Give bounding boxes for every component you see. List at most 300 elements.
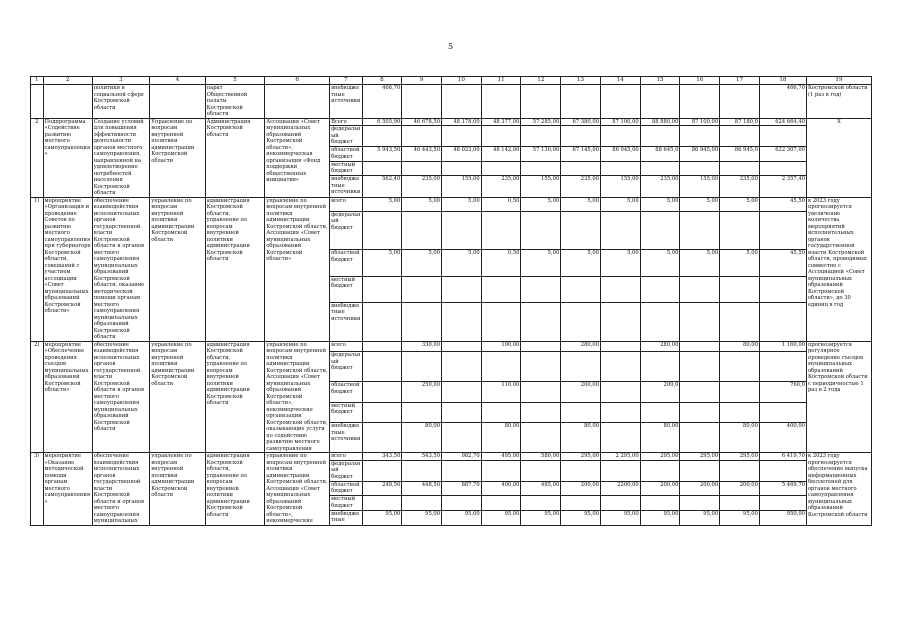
value-cell: 5,00 bbox=[362, 197, 402, 211]
value-cell bbox=[561, 211, 601, 250]
value-cell: 248,50 bbox=[362, 481, 402, 496]
empty-cell bbox=[600, 85, 640, 119]
value-cell bbox=[720, 402, 760, 422]
value-cell bbox=[600, 402, 640, 422]
total-cell: 950,00 bbox=[759, 510, 806, 525]
value-cell bbox=[402, 402, 442, 422]
value-cell: 0,50 bbox=[481, 197, 521, 211]
funding-source: местный бюджет bbox=[330, 161, 362, 175]
header-cell: 18 bbox=[759, 77, 806, 85]
table-row bbox=[31, 341, 872, 352]
value-cell bbox=[442, 382, 482, 402]
header-cell: 19 bbox=[806, 77, 871, 85]
value-cell: 235,00 bbox=[481, 176, 521, 197]
value-cell: 95,00 bbox=[600, 510, 640, 525]
value-cell bbox=[402, 496, 442, 511]
header-cell: 5 bbox=[205, 77, 265, 85]
value-cell bbox=[680, 423, 720, 453]
value-cell: 87 100,00 bbox=[680, 118, 720, 126]
value-cell: 485,00 bbox=[521, 481, 561, 496]
funding-source: областной бюджет bbox=[330, 250, 362, 276]
responsible-executor: администрация Костромской области, управление по вопросам внутренней политики администрации Костромской области bbox=[205, 453, 265, 526]
value-cell: 2 295,00 bbox=[600, 453, 640, 461]
value-cell bbox=[720, 211, 760, 250]
row-number: 3) bbox=[31, 453, 44, 526]
value-cell: 95,00 bbox=[481, 510, 521, 525]
value-cell: 295,00 bbox=[640, 453, 680, 461]
value-cell: 235,00 bbox=[561, 176, 601, 197]
value-cell: 95,00 bbox=[402, 510, 442, 525]
expected-result: обеспечение взаимодействия исполнительных органов государственной власти Костромской области и органов местного самоуправления муниципальных образований Костромской области, оказание методической помощи органам местного самоуправления муниципальных образований Костромской области bbox=[92, 197, 150, 341]
value-cell: 190,00 bbox=[481, 341, 521, 352]
value-cell: 295,00 bbox=[680, 453, 720, 461]
value-cell bbox=[402, 460, 442, 481]
value-cell: 95,00 bbox=[362, 510, 402, 525]
total-cell: 622 307,00 bbox=[759, 147, 806, 161]
value-cell bbox=[720, 276, 760, 302]
program-table bbox=[30, 76, 872, 526]
executor-cell: парат Общественной палаты Костромской области bbox=[205, 85, 265, 119]
value-cell: 95,00 bbox=[561, 510, 601, 525]
value-cell bbox=[640, 460, 680, 481]
value-cell: 46 443,50 bbox=[402, 147, 442, 161]
value-cell bbox=[600, 341, 640, 352]
total-cell: 45,50 bbox=[759, 197, 806, 211]
value-cell bbox=[442, 423, 482, 453]
value-cell: 200,00 bbox=[680, 481, 720, 496]
indicator-cell: Костромской области (1 раз в год) bbox=[806, 85, 871, 119]
value-cell: 5,00 bbox=[640, 197, 680, 211]
value-cell bbox=[521, 161, 561, 175]
funding-source: внебюджетные bbox=[330, 510, 362, 525]
participants: управление по вопросам внутренней политики администрации Костромской области, Ассоциация «Совет муниципальных образований Костромской области», некоммерческие организации Костромской области, оказывающие услуги по содействию развитию местного самоуправления bbox=[265, 341, 330, 453]
funding-source: федеральный бюджет bbox=[330, 211, 362, 250]
source-cell: внебюджетные источники bbox=[330, 85, 362, 119]
value-cell: 95,00 bbox=[521, 510, 561, 525]
value-cell bbox=[640, 402, 680, 422]
value-cell: 155,00 bbox=[600, 176, 640, 197]
value-cell bbox=[521, 126, 561, 147]
value-cell: 48 023,00 bbox=[442, 147, 482, 161]
value-cell bbox=[561, 126, 601, 147]
target-indicator: прогнозируется регулярное проведение съездов муниципальных образований Костромской области с периодичностью 1 раз в 2 года bbox=[806, 341, 871, 453]
measure-name: мероприятие «Оказание методической помощи органам местного самоуправления» bbox=[43, 453, 92, 526]
value-cell bbox=[521, 211, 561, 250]
empty-cell bbox=[402, 85, 442, 119]
header-cell: 4 bbox=[150, 77, 205, 85]
value-cell: 280,00 bbox=[561, 341, 601, 352]
value-cell bbox=[521, 423, 561, 453]
empty-cell bbox=[150, 85, 205, 119]
value-cell bbox=[600, 276, 640, 302]
value-cell: 48 142,00 bbox=[481, 147, 521, 161]
value-cell: 5 943,50 bbox=[362, 147, 402, 161]
header-cell: 14 bbox=[600, 77, 640, 85]
value-cell: 5,00 bbox=[600, 250, 640, 276]
value-cell bbox=[481, 352, 521, 382]
value-cell bbox=[481, 460, 521, 481]
value-cell: 5,00 bbox=[561, 250, 601, 276]
value-cell bbox=[521, 352, 561, 382]
value-cell bbox=[680, 460, 720, 481]
table-row bbox=[31, 118, 872, 126]
value-cell: 982,70 bbox=[442, 453, 482, 461]
funding-source: местный бюджет bbox=[330, 496, 362, 511]
value-cell bbox=[442, 496, 482, 511]
value-cell bbox=[362, 161, 402, 175]
table-row bbox=[31, 197, 872, 211]
value-cell bbox=[442, 161, 482, 175]
value-cell bbox=[402, 302, 442, 341]
value-cell bbox=[600, 423, 640, 453]
value-cell bbox=[720, 352, 760, 382]
value-cell bbox=[680, 402, 720, 422]
continuation-row bbox=[31, 85, 872, 119]
value-cell bbox=[442, 302, 482, 341]
value-cell bbox=[442, 126, 482, 147]
responsible-executor: Администрация Костромской области bbox=[205, 118, 265, 197]
value-cell: 448,50 bbox=[402, 481, 442, 496]
total-cell bbox=[759, 161, 806, 175]
value-cell: 80,00 bbox=[481, 423, 521, 453]
total-cell bbox=[759, 302, 806, 341]
value-cell bbox=[561, 161, 601, 175]
value-cell: 235,00 bbox=[402, 176, 442, 197]
total-cell bbox=[759, 460, 806, 481]
total-cell: 2 357,40 bbox=[759, 176, 806, 197]
value-cell: 57 285,00 bbox=[521, 118, 561, 126]
value-cell: 48 377,00 bbox=[481, 118, 521, 126]
value-cell bbox=[600, 460, 640, 481]
value-cell: 400,00 bbox=[481, 481, 521, 496]
funding-source: внебюджетные источники bbox=[330, 302, 362, 341]
value-cell bbox=[720, 126, 760, 147]
value-cell bbox=[442, 211, 482, 250]
value-cell: 200,0 bbox=[640, 382, 680, 402]
expected-result: обеспечение взаимодействия исполнительных органов государственной власти Костромской области и органов местного самоуправления муниципальных bbox=[92, 453, 150, 526]
header-cell: 6 bbox=[265, 77, 330, 85]
value-cell bbox=[561, 402, 601, 422]
value-cell bbox=[402, 161, 442, 175]
value-cell bbox=[481, 402, 521, 422]
value-cell bbox=[600, 211, 640, 250]
value-cell: 5,00 bbox=[720, 250, 760, 276]
value-cell bbox=[362, 302, 402, 341]
header-cell: 11 bbox=[481, 77, 521, 85]
value-cell: 67 380,00 bbox=[561, 118, 601, 126]
coordinator: управление по вопросам внутренней политики администрации Костромской области bbox=[150, 341, 205, 453]
value-cell bbox=[680, 496, 720, 511]
funding-source: федеральный бюджет bbox=[331, 126, 361, 146]
value-cell bbox=[442, 341, 482, 352]
value-cell: 95,00 bbox=[442, 510, 482, 525]
funding-source: местный бюджет bbox=[330, 402, 362, 422]
value-cell: 155,00 bbox=[521, 176, 561, 197]
header-cell: 15 bbox=[640, 77, 680, 85]
value-cell: 887,70 bbox=[442, 481, 482, 496]
value-cell bbox=[362, 496, 402, 511]
total-cell bbox=[759, 211, 806, 250]
total-cell: 1 160,00 bbox=[759, 341, 806, 352]
funding-source: всего bbox=[330, 197, 362, 211]
coordinator: Управление по вопросам внутренней политики администрации Костромской области bbox=[150, 118, 205, 197]
value-cell bbox=[521, 402, 561, 422]
value-cell bbox=[680, 276, 720, 302]
value-cell: 235,00 bbox=[720, 176, 760, 197]
value-cell bbox=[640, 211, 680, 250]
value-cell bbox=[600, 496, 640, 511]
value-cell: 67 145,00 bbox=[561, 147, 601, 161]
value-cell bbox=[521, 276, 561, 302]
value-cell: 5,00 bbox=[402, 250, 442, 276]
value-cell: 250,00 bbox=[402, 382, 442, 402]
measure-name: мероприятие «Организация и проведение Советов по развитию местного самоуправления при губернаторе Костромской области, совещаний с участием ассоциации «Совет муниципальных образований Костромской области» bbox=[43, 197, 92, 341]
value-cell: 88 645,0 bbox=[640, 147, 680, 161]
value-cell bbox=[561, 496, 601, 511]
value-cell: 80,00 bbox=[561, 423, 601, 453]
value-cell bbox=[720, 496, 760, 511]
value-cell: 295,00 bbox=[720, 453, 760, 461]
value-cell bbox=[442, 276, 482, 302]
value-cell: 562,40 bbox=[362, 176, 402, 197]
empty-cell bbox=[43, 85, 92, 119]
funding-source: внебюджетные источники bbox=[331, 176, 361, 196]
funding-source: областной бюджет bbox=[330, 382, 362, 402]
funding-source: Всего bbox=[330, 118, 362, 126]
funding-source: внебюджетные источники bbox=[330, 423, 362, 453]
value-cell bbox=[481, 302, 521, 341]
value-cell: 80,00 bbox=[402, 423, 442, 453]
value-cell bbox=[640, 126, 680, 147]
value-cell bbox=[680, 382, 720, 402]
value-cell: 200,00 bbox=[640, 481, 680, 496]
funding-source: всего bbox=[330, 453, 362, 461]
total-cell: 5 469,70 bbox=[759, 481, 806, 496]
value-cell: 5,00 bbox=[680, 197, 720, 211]
row-number: 1) bbox=[31, 197, 44, 341]
value-cell bbox=[442, 460, 482, 481]
value-cell: 200,00 bbox=[720, 481, 760, 496]
participants: Ассоциация «Совет муниципальных образований Костромской области», некоммерческая организация «Фонд поддержки общественных инициатив» bbox=[265, 118, 330, 197]
total-cell bbox=[759, 276, 806, 302]
value-cell bbox=[402, 126, 442, 147]
participants: управление по вопросам внутренней политики администрации Костромской области, Ассоциация «Совет муниципальных образований Костромской области», некоммерческие bbox=[265, 453, 330, 526]
value-cell: 5,00 bbox=[640, 250, 680, 276]
total-cell: 6 419,70 bbox=[759, 453, 806, 461]
header-cell: 13 bbox=[561, 77, 601, 85]
table-row bbox=[31, 453, 872, 461]
funding-source: местный бюджет bbox=[330, 276, 362, 302]
total-cell bbox=[759, 402, 806, 422]
value-cell: 155,00 bbox=[442, 176, 482, 197]
empty-cell bbox=[265, 85, 330, 119]
empty-cell bbox=[640, 85, 680, 119]
value-cell: 330,00 bbox=[402, 341, 442, 352]
value-cell bbox=[362, 341, 402, 352]
value-cell: 0,50 bbox=[481, 250, 521, 276]
value-cell: 495,00 bbox=[481, 453, 521, 461]
participants: управление по вопросам внутренней политики администрации Костромской области, Ассоциация «Совет муниципальных образований Костромской области» bbox=[265, 197, 330, 341]
empty-cell bbox=[31, 85, 44, 119]
page-number: 5 bbox=[447, 42, 454, 51]
value-cell bbox=[680, 352, 720, 382]
value-cell bbox=[362, 126, 402, 147]
value-cell bbox=[680, 302, 720, 341]
value-cell: 2200,00 bbox=[600, 481, 640, 496]
value-cell: 200,00 bbox=[561, 481, 601, 496]
total-cell: 45,50 bbox=[759, 250, 806, 276]
value-cell: 235,00 bbox=[640, 176, 680, 197]
value-cell bbox=[362, 423, 402, 453]
coordinator: управление по вопросам внутренней политики администрации Костромской области bbox=[150, 453, 205, 526]
coordinator: управление по вопросам внутренней политики администрации Костромской области bbox=[150, 197, 205, 341]
value-cell: 95,00 bbox=[720, 510, 760, 525]
total-cell: 466,70 bbox=[759, 85, 806, 119]
value-cell bbox=[600, 382, 640, 402]
total-cell bbox=[759, 496, 806, 511]
value-cell bbox=[362, 276, 402, 302]
value-cell bbox=[481, 496, 521, 511]
value-cell: 5,00 bbox=[600, 197, 640, 211]
value-cell bbox=[402, 352, 442, 382]
value-cell bbox=[600, 302, 640, 341]
value-cell: 86 945,00 bbox=[680, 147, 720, 161]
value-cell bbox=[720, 460, 760, 481]
value-cell bbox=[680, 161, 720, 175]
target-indicator: к 2023 году прогнозируется увеличение количества мероприятий исполнительных органов государственной власти Костромской области, проводимых совместно с Ассоциацией «Совет муниципальных образований Костромской области», до 30 единиц в год bbox=[806, 197, 871, 341]
value-cell bbox=[720, 302, 760, 341]
value-cell: 87 100,00 bbox=[600, 118, 640, 126]
value-cell bbox=[680, 211, 720, 250]
result-cell: политики в социальной сфере Костромской области bbox=[92, 85, 150, 119]
header-cell: 10 bbox=[442, 77, 482, 85]
row-number: 2 bbox=[31, 118, 44, 197]
value-cell: 543,50 bbox=[402, 453, 442, 461]
funding-source: областной бюджет bbox=[330, 481, 362, 496]
value-cell bbox=[521, 302, 561, 341]
value-cell: 5,00 bbox=[362, 250, 402, 276]
value-cell bbox=[640, 352, 680, 382]
value-cell bbox=[402, 276, 442, 302]
value-cell: 5,00 bbox=[402, 197, 442, 211]
empty-cell bbox=[481, 85, 521, 119]
header-cell: 2 bbox=[43, 77, 92, 85]
value-cell bbox=[362, 460, 402, 481]
value-cell: 280,00 bbox=[640, 341, 680, 352]
value-cell: 5,00 bbox=[442, 250, 482, 276]
value-cell bbox=[720, 382, 760, 402]
value-cell: 110,00 bbox=[481, 382, 521, 402]
header-cell: 12 bbox=[521, 77, 561, 85]
value-cell bbox=[640, 302, 680, 341]
empty-cell bbox=[680, 85, 720, 119]
funding-source: федеральный бюджет bbox=[330, 352, 362, 382]
value-cell: 86 945,0 bbox=[720, 147, 760, 161]
header-cell: 3 bbox=[92, 77, 150, 85]
header-row bbox=[31, 77, 872, 85]
value-cell: 155,00 bbox=[680, 176, 720, 197]
header-cell: 16 bbox=[680, 77, 720, 85]
value-cell: 5,00 bbox=[521, 250, 561, 276]
value-cell: 580,00 bbox=[521, 453, 561, 461]
measure-name: мероприятие «Обеспечение проведения съездов муниципальных образований Костромской области» bbox=[43, 341, 92, 453]
value-cell bbox=[640, 276, 680, 302]
value-cell bbox=[561, 302, 601, 341]
total-cell: 760,0 bbox=[759, 382, 806, 402]
value-cell bbox=[561, 352, 601, 382]
value-cell bbox=[680, 341, 720, 352]
value-cell: 5,00 bbox=[720, 197, 760, 211]
value-cell bbox=[362, 402, 402, 422]
funding-source: федеральный бюджет bbox=[331, 460, 361, 480]
value-cell bbox=[600, 126, 640, 147]
value-cell bbox=[362, 382, 402, 402]
value-cell bbox=[640, 496, 680, 511]
value-cell: 87 180,0 bbox=[720, 118, 760, 126]
funding-source: всего bbox=[330, 341, 362, 352]
value-cell bbox=[521, 460, 561, 481]
value-cell bbox=[402, 211, 442, 250]
value-cell bbox=[521, 496, 561, 511]
value-cell bbox=[720, 161, 760, 175]
total-cell: 400,00 bbox=[759, 423, 806, 453]
value-cell: 343,50 bbox=[362, 453, 402, 461]
responsible-executor: администрация Костромской области, управление по вопросам внутренней политики администрации Костромской области bbox=[205, 341, 265, 453]
value-cell: 5,00 bbox=[680, 250, 720, 276]
value-cell bbox=[680, 126, 720, 147]
value-cell: 6 505,90 bbox=[362, 118, 402, 126]
value-cell: 48 178,00 bbox=[442, 118, 482, 126]
expected-result: Создание условий для повышения эффективности деятельности органов местного самоуправления, направленной на удовлетворение потребностей населения Костромской области bbox=[92, 118, 150, 197]
value-cell bbox=[600, 352, 640, 382]
expected-result: обеспечение взаимодействия исполнительных органов государственной власти Костромской области и органов местного самоуправления муниципальных образований Костромской области bbox=[92, 341, 150, 453]
value-cell bbox=[362, 211, 402, 250]
value-cell bbox=[442, 352, 482, 382]
header-cell: 7 bbox=[330, 77, 362, 85]
row-number: 2) bbox=[31, 341, 44, 453]
value-cell: 466,70 bbox=[362, 85, 402, 119]
value-cell: 80,00 bbox=[720, 341, 760, 352]
empty-cell bbox=[720, 85, 760, 119]
header-cell: 8 bbox=[362, 77, 402, 85]
value-cell: 5,00 bbox=[521, 197, 561, 211]
value-cell bbox=[521, 382, 561, 402]
value-cell bbox=[640, 161, 680, 175]
target-indicator: X bbox=[806, 118, 871, 197]
empty-cell bbox=[561, 85, 601, 119]
total-cell: 624 664,40 bbox=[759, 118, 806, 126]
value-cell bbox=[362, 352, 402, 382]
value-cell: 86 945,00 bbox=[600, 147, 640, 161]
value-cell bbox=[521, 341, 561, 352]
value-cell: 88 880,00 bbox=[640, 118, 680, 126]
value-cell: 5,00 bbox=[561, 197, 601, 211]
value-cell: 95,00 bbox=[680, 510, 720, 525]
value-cell bbox=[442, 402, 482, 422]
value-cell bbox=[561, 460, 601, 481]
value-cell: 46 678,50 bbox=[402, 118, 442, 126]
header-cell: 17 bbox=[720, 77, 760, 85]
value-cell bbox=[600, 161, 640, 175]
responsible-executor: администрация Костромской области, управление по вопросам внутренней политики администрации Костромской области bbox=[205, 197, 265, 341]
funding-source: областной бюджет bbox=[330, 147, 362, 161]
header-cell: 1 bbox=[31, 77, 44, 85]
value-cell: 200,00 bbox=[561, 382, 601, 402]
value-cell: 80,00 bbox=[640, 423, 680, 453]
measure-name: Подпрограмма «Содействие развитию местного самоуправления» bbox=[43, 118, 92, 197]
value-cell: 80,00 bbox=[720, 423, 760, 453]
header-cell: 9 bbox=[402, 77, 442, 85]
